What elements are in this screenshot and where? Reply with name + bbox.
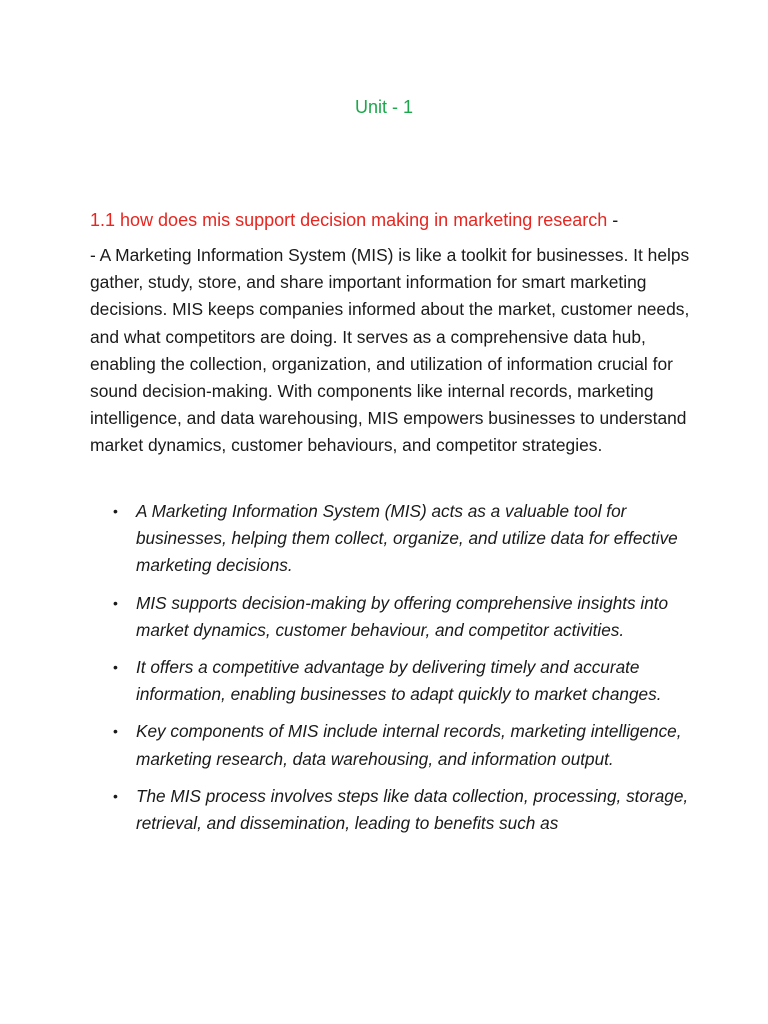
bullet-text: It offers a competitive advantage by delivering timely and accurate information, enabling businesses to adapt quickly to market changes. <box>136 657 662 705</box>
section-heading-dash: - <box>612 210 619 230</box>
bullet-text: Key components of MIS include internal records, marketing intelligence, marketing research, data warehousing, and information output. <box>136 721 682 769</box>
bullet-item <box>90 498 690 580</box>
bullet-item <box>90 783 690 837</box>
bullet-text: A Marketing Information System (MIS) acts as a valuable tool for businesses, helping them collect, organize, and utilize data for effective marketing decisions. <box>136 501 678 576</box>
bullet-list <box>90 498 690 847</box>
unit-title: Unit - 1 <box>354 97 414 117</box>
intro-paragraph: - A Marketing Information System (MIS) is like a toolkit for businesses. It helps gather, study, store, and share important information for smart marketing decisions. MIS keeps companies informed about the market, customer needs, and what competitors are doing. It serves as a comprehensive data hub, enabling the collection, organization, and utilization of information crucial for sound decision-making. With components like internal records, marketing intelligence, and data warehousing, MIS empowers businesses to understand market dynamics, customer behaviours, and competitor strategies. <box>90 245 690 456</box>
bullet-item <box>90 590 690 644</box>
bullet-icon: • <box>113 787 118 804</box>
bullet-icon: • <box>113 659 118 676</box>
bullet-text: MIS supports decision-making by offering comprehensive insights into market dynamics, customer behaviour, and competitor activities. <box>136 592 669 640</box>
bullet-text: The MIS process involves steps like data collection, processing, storage, retrieval, and dissemination, leading to benefits such as <box>136 785 689 834</box>
bullet-icon: • <box>113 723 118 740</box>
bullet-icon: • <box>113 594 118 611</box>
bullet-item <box>90 718 690 772</box>
section-heading <box>90 206 730 234</box>
bullet-item <box>90 654 690 708</box>
section-heading-text: 1.1 how does mis support decision making in marketing research <box>90 210 608 230</box>
bullet-icon: • <box>113 503 118 519</box>
